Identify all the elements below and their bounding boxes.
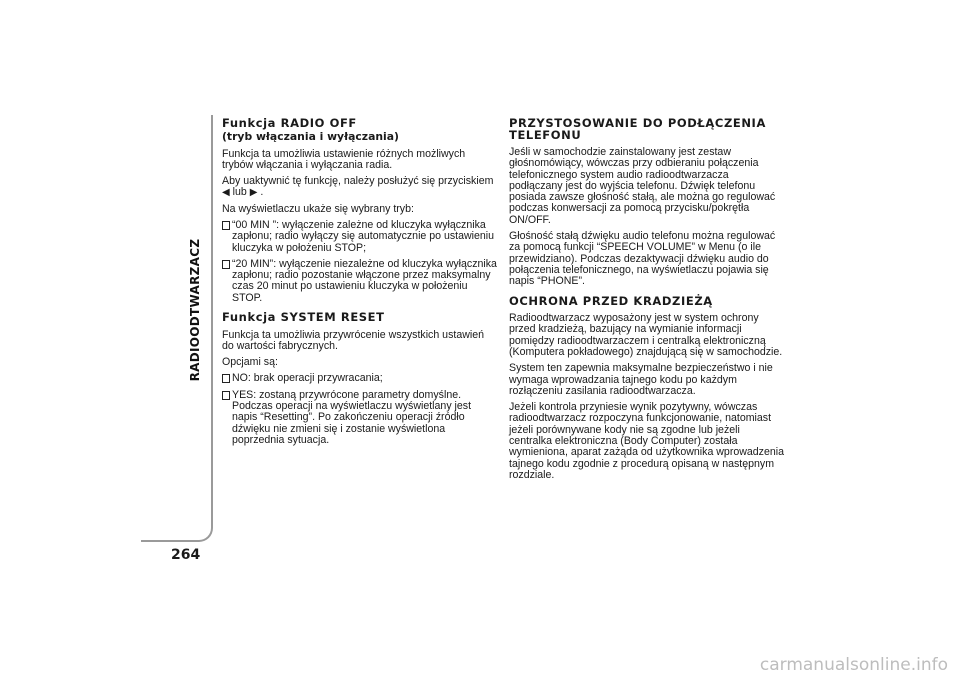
section-side-label: RADIOODTWARZACZ (188, 238, 202, 382)
paragraph: Funkcja ta umożliwia przywrócenie wszystkich ustawień do wartości fabrycznych. (222, 328, 484, 352)
heading-antitheft: OCHRONA PRZED KRADZIEŻĄ (509, 293, 713, 308)
paragraph-buttons (222, 176, 498, 199)
right-column (509, 118, 785, 486)
page-number: 264 (171, 547, 201, 563)
checkbox-bullet-icon (222, 374, 230, 383)
watermark-credit: carmanualsonline.info (759, 655, 948, 675)
list-item (222, 259, 498, 304)
paragraph: Radioodtwarzacz wyposażony jest w system ochrony przed kradzieżą, bazujący na wymianie informacji pomiędzy radioodtwarzaczem i centralką elektroniczną (Komputera pokładowego) znajdującą się w samochodzie. (509, 312, 783, 358)
arrow-right-icon: ▶ (249, 187, 258, 199)
checkbox-bullet-icon (222, 260, 230, 269)
checkbox-bullet-icon (222, 391, 230, 400)
heading-phone: PRZYSTOSOWANIE DO PODŁĄCZENIA TELEFONU (509, 116, 766, 142)
paragraph-text: lub (229, 186, 250, 199)
arrow-left-icon: ◀ (222, 187, 230, 199)
list-item-text: “20 MIN”: wyłączenie niezależne od kluczyka wyłącznika zapłonu; radio pozostanie włączone przez maksymalny czas 20 minut po ustawieniu kluczyka w położeniu STOP. (232, 257, 497, 304)
list-item (222, 220, 498, 254)
heading-radio-off: Funkcja RADIO OFF (222, 116, 357, 130)
paragraph-text: . (257, 186, 264, 199)
paragraph: Jeśli w samochodzie zainstalowany jest zestaw głośnomówiący, wówczas przy odbieraniu połączenia telefonicznego system audio radioodtwarzacza podłączany jest do wyjścia telefonu. Dźwięk telefonu posiada zawsze głośność stałą, ale można go regulować podczas konwersacji za pomocą przycisku/pokrętła ON/OFF. (509, 146, 776, 226)
list-item-text: “00 MIN ”: wyłączenie zależne od kluczyka wyłącznika zapłonu; radio wyłączy się automatycznie po ustawieniu kluczyka w położeniu STOP; (232, 218, 495, 254)
paragraph: Funkcja ta umożliwia ustawienie różnych możliwych trybów włączania i wyłączania radia. (222, 147, 466, 171)
checkbox-bullet-icon (222, 221, 230, 230)
list-item-text: NO: brak operacji przywracania; (232, 372, 383, 385)
list-item-text: YES: zostaną przywrócone parametry domyślne. Podczas operacji na wyświetlaczu wyświetlany jest napis “Resetting”. Po zakończeniu operacji źródło dźwięku nie zmieni się i zostanie wyświetlona poprzednia sytuacja. (232, 388, 472, 446)
list-item (222, 373, 498, 384)
paragraph-text: Aby uaktywnić tę funkcję, należy posłużyć się przyciskiem (222, 175, 494, 188)
paragraph: Jeżeli kontrola przyniesie wynik pozytywny, wówczas radioodtwarzacz rozpoczyna funkcjonowanie, natomiast jeżeli porównywane kody nie są zgodne lub jeżeli centralka elektroniczna (Body Computer) została wymieniona, aparat zażąda od użytkownika wprowadzenia tajnego kodu zgodnie z procedurą opisaną w następnym rozdziale. (509, 401, 785, 481)
list-item (222, 390, 498, 446)
paragraph: Na wyświetlaczu ukaże się wybrany tryb: (222, 202, 414, 215)
paragraph: System ten zapewnia maksymalne bezpieczeństwo i nie wymaga wprowadzania tajnego kodu po każdym rozłączeniu zasilania radioodtwarzacza. (509, 362, 773, 397)
heading-system-reset: Funkcja SYSTEM RESET (222, 310, 385, 325)
paragraph: Głośność stałą dźwięku audio telefonu można regulować za pomocą funkcji “SPEECH VOLUME” w Menu (o ile przewidziano). Podczas dezaktywacji dźwięku audio do połączenia telefonicznego, na wyświetlaczu pojawia się napis “PHONE”. (509, 230, 776, 288)
left-column (222, 118, 498, 451)
subheading-radio-off: (tryb włączania i wyłączania) (222, 129, 399, 143)
paragraph: Opcjami są: (222, 356, 278, 369)
side-border (141, 115, 213, 542)
